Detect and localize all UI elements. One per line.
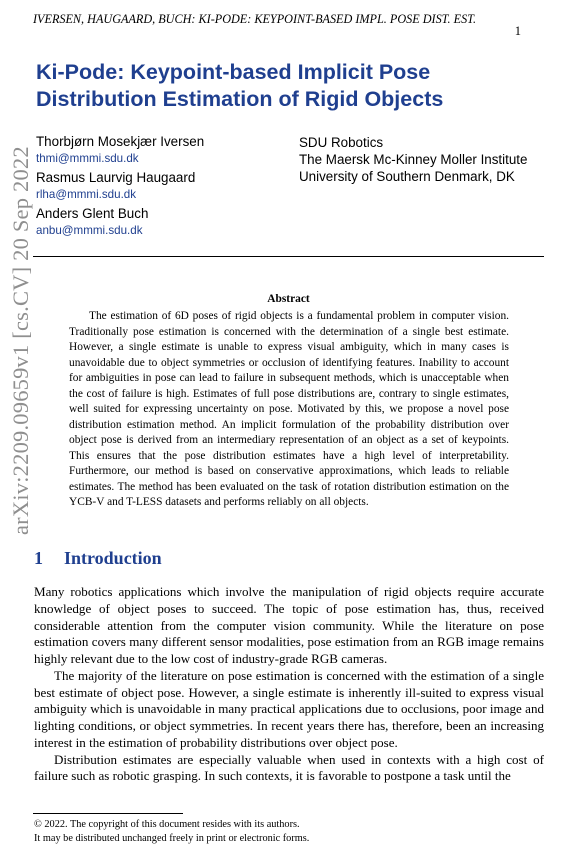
running-head-text: IVERSEN, HAUGAARD, BUCH: KI-PODE: KEYPOINT-BASED IMPL. POSE DIST. EST. [33, 12, 477, 26]
abstract-text: The estimation of 6D poses of rigid objects is a fundamental problem in computer vision. Traditionally pose estimation is concerned with the determination of a single best estimate. However, a single estimate is unable to express visual ambiguity, which in many cases is unavoidable due to object symmetries or occlusion of identifying features. Inability to account for ambiguities in pose can lead to failure in subsequent methods, which is unacceptable when the cost of failure is high. Estimates of full pose distributions are, contrary to single estimates, well suited for expressing uncertainty on pose. Motivated by this, we propose a novel pose distribution estimation method. An implicit formulation of the probability distribution over object pose is derived from an intermediary representation of an object as a set of keypoints. This ensures that the pose distribution estimates have a high level of interpretability. Furthermore, our method is based on conservative approximations, which leads to reliable estimates. The method has been evaluated on the task of rotation distribution estimation on the YCB-V and T-LESS datasets and performs reliably on all objects. [69, 310, 509, 508]
affiliation-line: University of Southern Denmark, DK [299, 169, 515, 184]
author-block [36, 170, 286, 203]
body-paragraph: Distribution estimates are especially valuable when used in contexts with a high cost of failure such as robotic grasping. In such contexts, it is favorable to postpone a task until the [34, 751, 544, 784]
author-email-link[interactable]: anbu@mmmi.sdu.dk [36, 224, 143, 237]
footnote-divider [33, 813, 183, 814]
body-paragraph: The majority of the literature on pose estimation is concerned with the estimation of a single best estimate of object pose. However, a single estimate is inherently ill-suited to express visual ambiguity which is unavoidable in many practical applications due to occlusions, poor image and lighting conditions, or object symmetries. In recent years there has, therefore, been an increasing interest in the estimation of probability distributions over object pose. [34, 667, 544, 750]
affiliation-line: SDU Robotics [299, 135, 384, 150]
author-email-link[interactable]: thmi@mmmi.sdu.dk [36, 152, 139, 165]
affiliation-line: The Maersk Mc-Kinney Moller Institute [299, 152, 528, 167]
body-paragraph: Many robotics applications which involve the manipulation of rigid objects require accurate knowledge of object poses to succeed. The topic of pose estimation has, thus, received considerable attention from the computer vision community. While the literature on pose estimation covers many different sensor modalities, pose estimation from an RGB image remains highly relevant due to the low cost of industry-grade RGB cameras. [34, 584, 544, 666]
section-number: 1 [34, 548, 43, 568]
author-email-link[interactable]: rlha@mmmi.sdu.dk [36, 188, 137, 201]
arxiv-stamp[interactable]: arXiv:2209.09659v1 [cs.CV] 20 Sep 2022 [8, 146, 33, 535]
abstract-heading: Abstract [267, 293, 310, 305]
author-block [36, 134, 286, 167]
author-name: Thorbjørn Mosekjær Iversen [36, 134, 205, 149]
section-title: Introduction [64, 548, 162, 568]
affiliation [299, 134, 547, 185]
copyright-footnote [34, 818, 544, 845]
running-head [33, 12, 545, 38]
section-heading [34, 548, 162, 569]
footnote-line: © 2022. The copyright of this document resides with its authors. [34, 819, 300, 830]
page-number: 1 [514, 24, 521, 38]
paper-title-line: Distribution Estimation of Rigid Objects [36, 87, 444, 111]
author-list [36, 134, 286, 242]
section-body [34, 584, 544, 785]
author-name: Rasmus Laurvig Haugaard [36, 170, 196, 185]
author-name: Anders Glent Buch [36, 206, 149, 221]
paper-title-line: Ki-Pode: Keypoint-based Implicit Pose [36, 60, 431, 84]
header-divider [33, 256, 544, 257]
paper-title [36, 59, 536, 113]
author-block [36, 206, 286, 239]
footnote-line: It may be distributed unchanged freely in print or electronic forms. [34, 832, 310, 844]
